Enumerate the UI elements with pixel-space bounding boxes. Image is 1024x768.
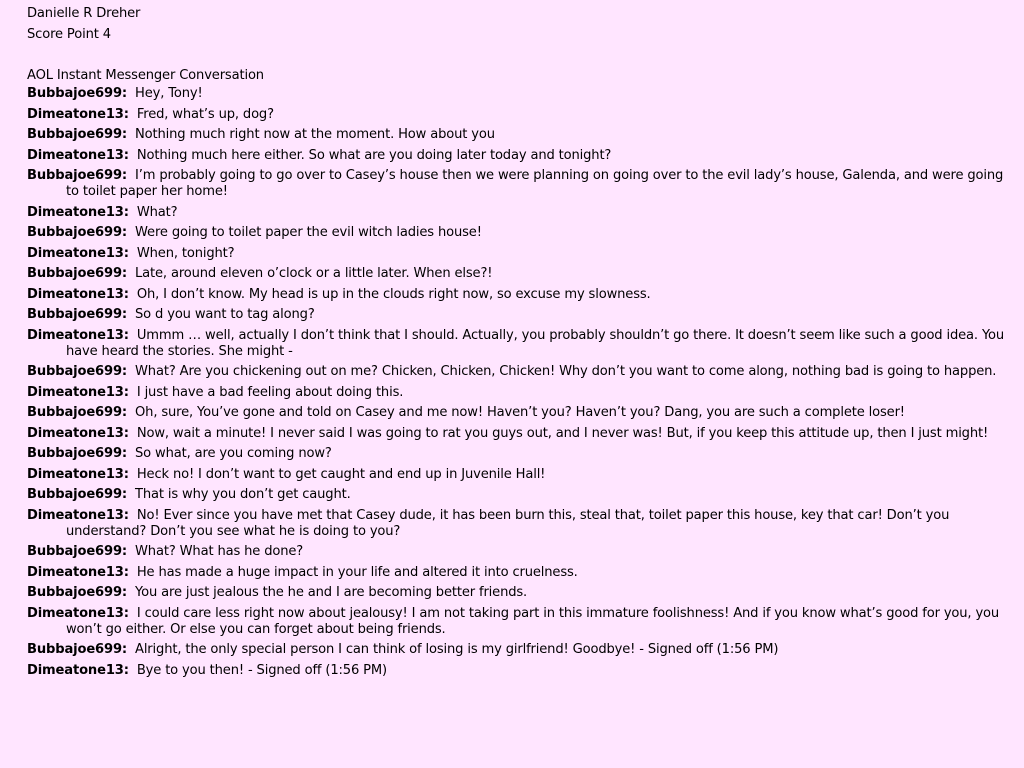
chat-message [27, 266, 1014, 282]
chat-message [27, 467, 1014, 483]
chat-message [27, 328, 1014, 360]
chat-message [27, 544, 1014, 560]
message-text: What? What has he done? [135, 544, 304, 559]
chat-message [27, 606, 1014, 638]
message-text: I could care less right now about jealousy! I am not taking part in this immature foolishness! And if you know what’s good for you, you won’t go either. Or else you can forget about being friends. [66, 605, 1000, 637]
message-text: Nothing much right now at the moment. How about you [135, 127, 495, 142]
message-speaker: Dimeatone13: [27, 466, 129, 482]
message-text: He has made a huge impact in your life and altered it into cruelness. [136, 564, 578, 580]
message-text: Now, wait a minute! I never said I was going to rat you guys out, and I never was! But, if you keep this attitude up, then I just might! [136, 425, 989, 441]
message-text: That is why you don’t get caught. [135, 487, 351, 502]
message-text: So what, are you coming now? [135, 446, 332, 461]
chat-message [27, 385, 1014, 401]
message-speaker: Dimeatone13: [27, 204, 129, 220]
message-text: When, tonight? [136, 245, 235, 261]
message-text: I just have a bad feeling about doing this. [136, 384, 404, 400]
message-text: Late, around eleven o’clock or a little later. When else?! [135, 266, 493, 281]
chat-message [27, 446, 1014, 462]
chat-transcript [27, 86, 1014, 679]
chat-message [27, 663, 1014, 679]
chat-message [27, 205, 1014, 221]
message-speaker: Bubbajoe699: [27, 225, 128, 240]
message-text: Were going to toilet paper the evil witch ladies house! [135, 225, 482, 240]
chat-message [27, 287, 1014, 303]
chat-message [27, 565, 1014, 581]
message-text: You are just jealous the he and I are becoming better friends. [135, 585, 528, 600]
message-text: Ummm … well, actually I don’t think that I should. Actually, you probably shouldn’t go there. It doesn’t seem like such a good idea. You have heard the stories. She might - [66, 327, 1005, 359]
message-speaker: Bubbajoe699: [27, 642, 128, 657]
message-text: No! Ever since you have met that Casey dude, it has been burn this, steal that, toilet paper this house, key that car! Don’t you understand? Don’t you see what he is doing to you? [66, 507, 950, 539]
message-speaker: Dimeatone13: [27, 384, 129, 400]
message-text: What? Are you chickening out on me? Chicken, Chicken, Chicken! Why don’t you want to come along, nothing bad is going to happen. [135, 364, 997, 379]
chat-message [27, 508, 1014, 540]
chat-message [27, 246, 1014, 262]
chat-message [27, 642, 1014, 658]
message-text: Nothing much here either. So what are you doing later today and tonight? [136, 147, 612, 163]
message-speaker: Bubbajoe699: [27, 168, 128, 183]
message-speaker: Bubbajoe699: [27, 446, 128, 461]
message-speaker: Dimeatone13: [27, 507, 129, 523]
message-speaker: Dimeatone13: [27, 286, 129, 302]
score-label: Score Point 4 [27, 26, 111, 42]
message-speaker: Dimeatone13: [27, 106, 129, 122]
message-text: Hey, Tony! [135, 86, 203, 101]
message-text: Alright, the only special person I can think of losing is my girlfriend! Goodbye! - Signed off (1:56 PM) [135, 642, 779, 657]
chat-message [27, 86, 1014, 102]
message-text: What? [136, 204, 178, 220]
message-speaker: Bubbajoe699: [27, 585, 128, 600]
chat-message [27, 585, 1014, 601]
chat-message [27, 127, 1014, 143]
message-speaker: Bubbajoe699: [27, 307, 128, 322]
blank-line [27, 45, 1014, 66]
chat-message [27, 148, 1014, 164]
message-text: Oh, sure, You’ve gone and told on Casey and me now! Haven’t you? Haven’t you? Dang, you are such a complete loser! [135, 405, 905, 420]
chat-message [27, 487, 1014, 503]
chat-message [27, 168, 1014, 200]
author-name: Danielle R Dreher [27, 6, 141, 21]
message-speaker: Bubbajoe699: [27, 364, 128, 379]
message-speaker: Dimeatone13: [27, 327, 129, 343]
message-text: So d you want to tag along? [135, 307, 315, 322]
message-speaker: Bubbajoe699: [27, 266, 128, 281]
message-speaker: Dimeatone13: [27, 147, 129, 163]
message-speaker: Dimeatone13: [27, 605, 129, 621]
message-text: Fred, what’s up, dog? [136, 106, 274, 122]
message-text: Bye to you then! - Signed off (1:56 PM) [136, 662, 388, 678]
message-speaker: Dimeatone13: [27, 662, 129, 678]
conversation-title: AOL Instant Messenger Conversation [27, 67, 264, 83]
message-speaker: Dimeatone13: [27, 245, 129, 261]
chat-message [27, 426, 1014, 442]
message-speaker: Bubbajoe699: [27, 487, 128, 502]
message-text: I’m probably going to go over to Casey’s house then we were planning on going over to the evil lady’s house, Galenda, and were going to toilet paper her home! [66, 168, 1004, 199]
message-text: Heck no! I don’t want to get caught and end up in Juvenile Hall! [136, 466, 546, 482]
message-speaker: Dimeatone13: [27, 564, 129, 580]
message-speaker: Bubbajoe699: [27, 405, 128, 420]
message-speaker: Bubbajoe699: [27, 86, 128, 101]
chat-message [27, 107, 1014, 123]
chat-message [27, 225, 1014, 241]
message-speaker: Dimeatone13: [27, 425, 129, 441]
message-speaker: Bubbajoe699: [27, 544, 128, 559]
message-text: Oh, I don’t know. My head is up in the clouds right now, so excuse my slowness. [136, 286, 651, 302]
chat-message [27, 364, 1014, 380]
chat-message [27, 307, 1014, 323]
chat-message [27, 405, 1014, 421]
message-speaker: Bubbajoe699: [27, 127, 128, 142]
